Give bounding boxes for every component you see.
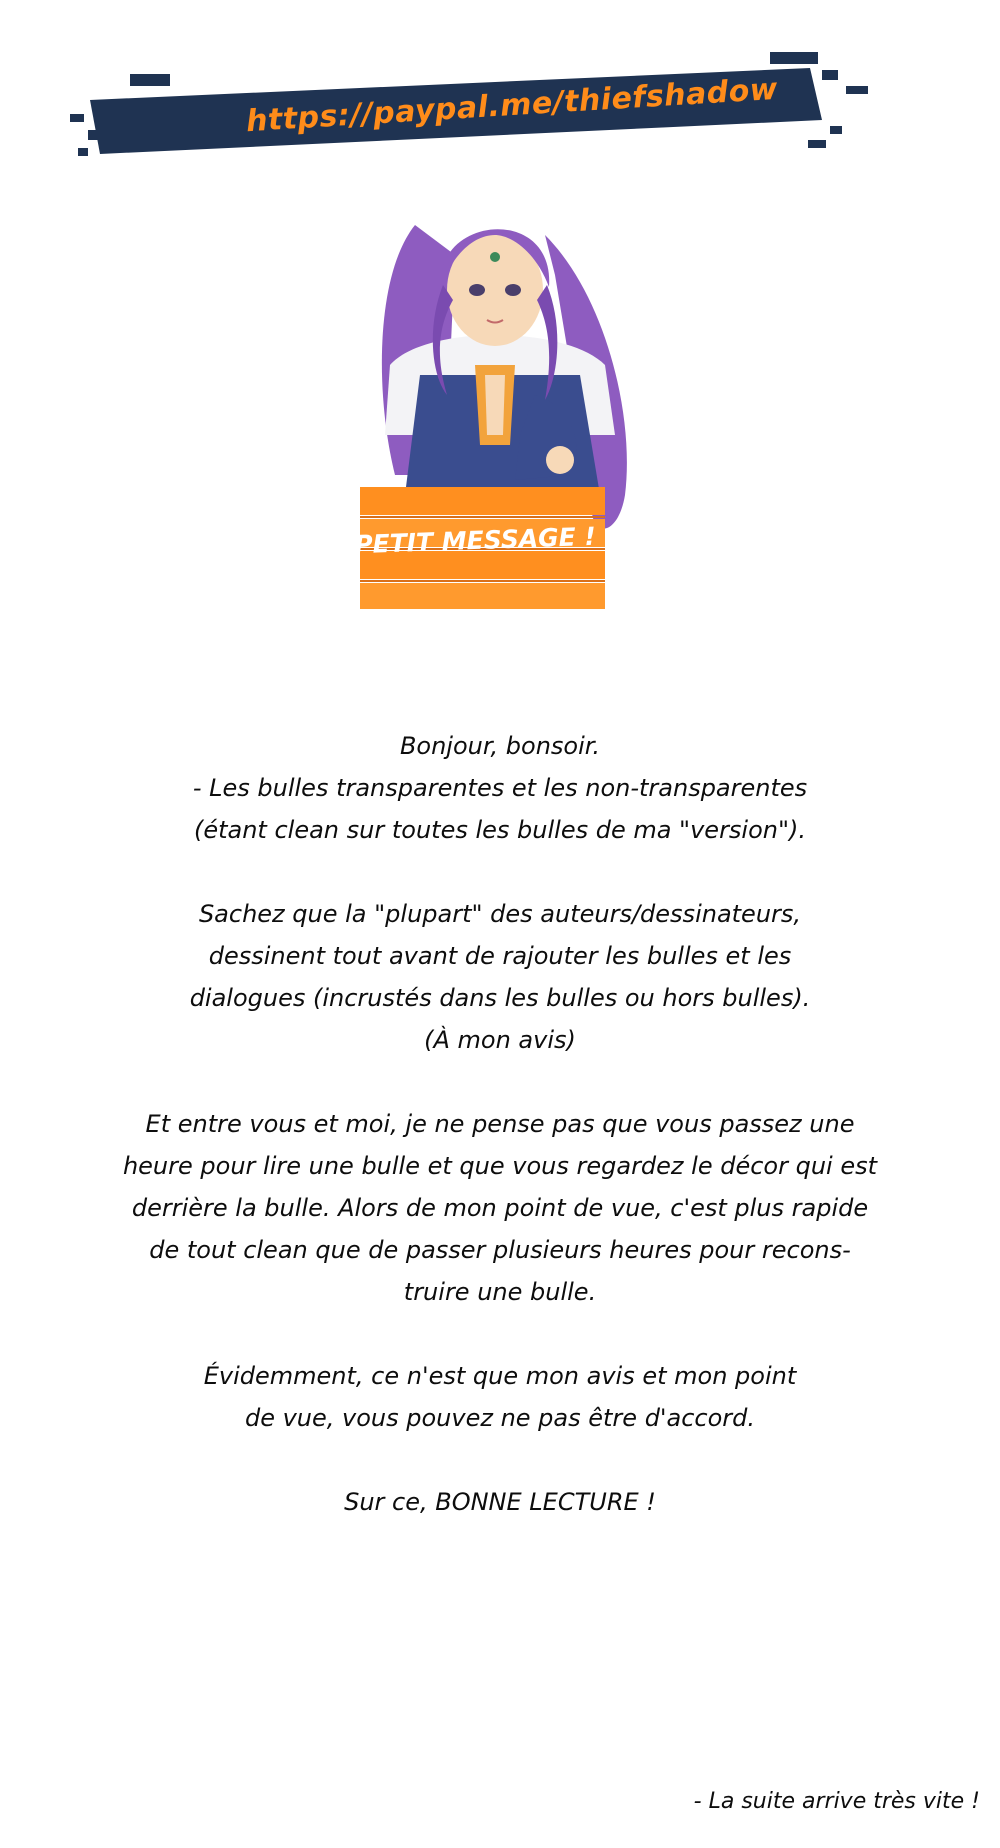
message-line: dialogues (incrustés dans les bulles ou hors bulles). bbox=[189, 984, 811, 1012]
paragraph-gap bbox=[70, 851, 930, 893]
message-line: - Les bulles transparentes et les non-transparentes bbox=[192, 774, 808, 802]
message-line: Sachez que la "plupart" des auteurs/dessinateurs, bbox=[198, 900, 802, 928]
paypal-link[interactable]: https://paypal.me/thiefshadow bbox=[245, 71, 779, 139]
paragraph-gap bbox=[70, 1061, 930, 1103]
message-line: Évidemment, ce n'est que mon avis et mon point bbox=[203, 1362, 797, 1390]
message-line: heure pour lire une bulle et que vous regardez le décor qui est bbox=[122, 1152, 878, 1180]
message-line: Et entre vous et moi, je ne pense pas que vous passez une bbox=[145, 1110, 855, 1138]
message-line: Bonjour, bonsoir. bbox=[399, 732, 601, 760]
message-line: dessinent tout avant de rajouter les bulles et les bbox=[208, 942, 792, 970]
message-line: de vue, vous pouvez ne pas être d'accord. bbox=[244, 1404, 756, 1432]
message-line: Sur ce, BONNE LECTURE ! bbox=[344, 1488, 656, 1516]
message-line: de tout clean que de passer plusieurs heures pour recons- bbox=[149, 1236, 851, 1264]
sign-label: PETIT MESSAGE ! bbox=[353, 521, 597, 559]
message-line: (étant clean sur toutes les bulles de ma "version"). bbox=[193, 816, 807, 844]
translator-message bbox=[70, 725, 930, 1523]
paragraph-gap bbox=[70, 1313, 930, 1355]
message-line: (À mon avis) bbox=[424, 1026, 576, 1054]
paragraph-gap bbox=[70, 1439, 930, 1481]
closing-line: - La suite arrive très vite ! bbox=[693, 1789, 980, 1814]
message-line: truire une bulle. bbox=[403, 1278, 597, 1306]
message-line: derrière la bulle. Alors de mon point de vue, c'est plus rapide bbox=[131, 1194, 869, 1222]
